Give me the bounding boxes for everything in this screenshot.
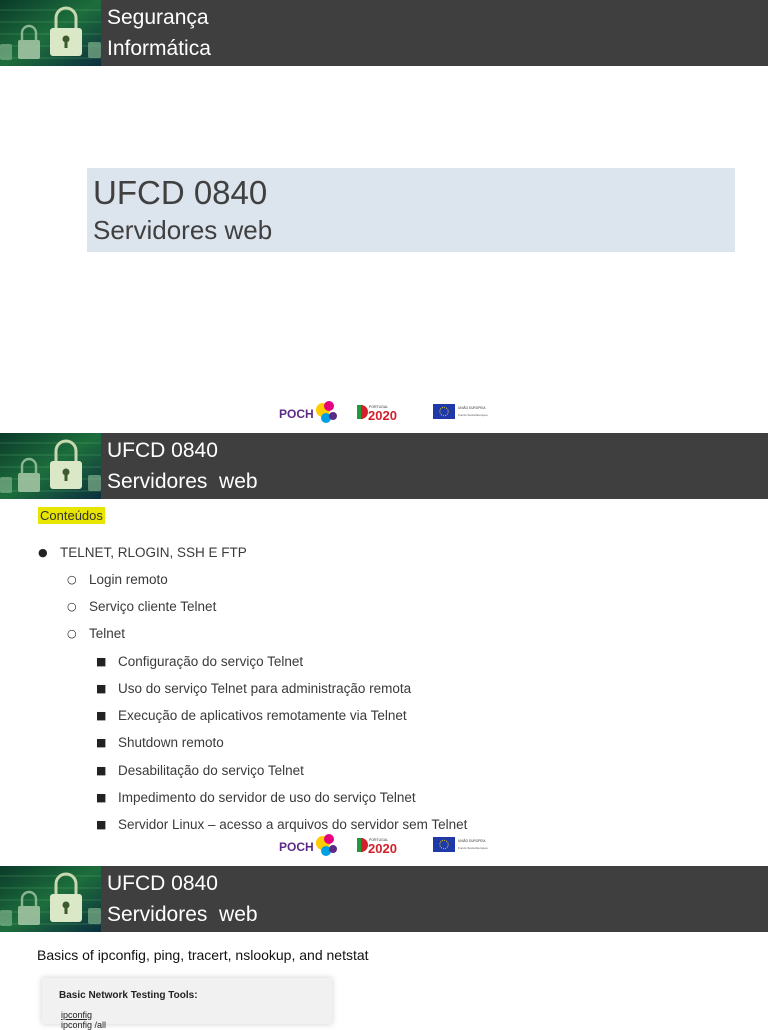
network-tools-image bbox=[42, 978, 332, 1030]
slide3-title-line1: UFCD 0840 bbox=[107, 872, 218, 895]
bullet-square: ■ bbox=[96, 655, 107, 668]
slide2-title-line2: Servidores web bbox=[107, 470, 258, 493]
intro-text: Basics of ipconfig, ping, tracert, nslookup, and netstat bbox=[37, 947, 369, 963]
course-name: Servidores web bbox=[93, 215, 273, 245]
bullet-square: ■ bbox=[96, 818, 107, 831]
svg-text:PORTUGAL: PORTUGAL bbox=[369, 838, 389, 842]
image-line-1: ipconfig bbox=[61, 1010, 93, 1020]
bullet-square: ■ bbox=[96, 791, 107, 804]
list-item: Execução de aplicativos remotamente via Telnet bbox=[118, 708, 407, 723]
portugal2020-logo bbox=[355, 835, 413, 855]
list-item: Impedimento do servidor de uso do serviço Telnet bbox=[118, 790, 416, 805]
funding-logos bbox=[277, 396, 492, 428]
list-item: Serviço cliente Telnet bbox=[89, 599, 217, 614]
svg-text:POCH: POCH bbox=[279, 407, 314, 421]
course-code: UFCD 0840 bbox=[93, 174, 268, 211]
course-title-box bbox=[87, 168, 735, 252]
svg-text:UNIÃO EUROPEIA: UNIÃO EUROPEIA bbox=[458, 839, 486, 843]
slide3-header bbox=[0, 866, 768, 932]
svg-text:Fundo Social Europeu: Fundo Social Europeu bbox=[458, 846, 488, 850]
bullet-circle: ○ bbox=[67, 573, 77, 586]
list-item: TELNET, RLOGIN, SSH E FTP bbox=[60, 545, 247, 560]
list-item: Configuração do serviço Telnet bbox=[118, 654, 304, 669]
slide2-header bbox=[0, 433, 768, 499]
list-item: Login remoto bbox=[89, 572, 168, 587]
eu-flag-icon bbox=[433, 402, 491, 422]
slide2-title-line1: UFCD 0840 bbox=[107, 439, 218, 462]
portugal2020-logo bbox=[355, 402, 413, 422]
padlock-icon bbox=[0, 866, 101, 932]
list-item: Telnet bbox=[89, 626, 126, 641]
svg-text:PORTUGAL: PORTUGAL bbox=[369, 405, 389, 409]
svg-text:POCH: POCH bbox=[279, 840, 314, 854]
list-item: Desabilitação do serviço Telnet bbox=[118, 763, 304, 778]
slide3-title-line2: Servidores web bbox=[107, 903, 258, 926]
bullet-disc: ● bbox=[38, 546, 48, 559]
list-item: Uso do serviço Telnet para administração remota bbox=[118, 681, 412, 696]
svg-text:2020: 2020 bbox=[368, 841, 397, 855]
bullet-circle: ○ bbox=[67, 600, 77, 613]
section-label: Conteúdos bbox=[40, 508, 103, 523]
list-item: Shutdown remoto bbox=[118, 735, 224, 750]
slide1-title-line2: Informática bbox=[107, 37, 211, 60]
funding-logos bbox=[277, 829, 492, 861]
bullet-circle: ○ bbox=[67, 627, 77, 640]
svg-text:2020: 2020 bbox=[368, 408, 397, 422]
padlock-icon bbox=[0, 433, 101, 499]
list-item: Servidor Linux – acesso a arquivos do servidor sem Telnet bbox=[118, 817, 468, 832]
bullet-square: ■ bbox=[96, 709, 107, 722]
image-line-2: ipconfig /all bbox=[61, 1020, 107, 1030]
padlock-icon bbox=[0, 0, 101, 66]
bullet-square: ■ bbox=[96, 682, 107, 695]
slide1-title-line1: Segurança bbox=[107, 6, 209, 29]
eu-flag-icon bbox=[433, 835, 491, 855]
svg-text:Fundo Social Europeu: Fundo Social Europeu bbox=[458, 413, 488, 417]
bullet-square: ■ bbox=[96, 764, 107, 777]
poch-logo bbox=[277, 398, 339, 426]
image-title: Basic Network Testing Tools: bbox=[59, 990, 198, 1001]
svg-text:UNIÃO EUROPEIA: UNIÃO EUROPEIA bbox=[458, 406, 486, 410]
bullet-square: ■ bbox=[96, 736, 107, 749]
poch-logo bbox=[277, 831, 339, 859]
slide1-header bbox=[0, 0, 768, 66]
